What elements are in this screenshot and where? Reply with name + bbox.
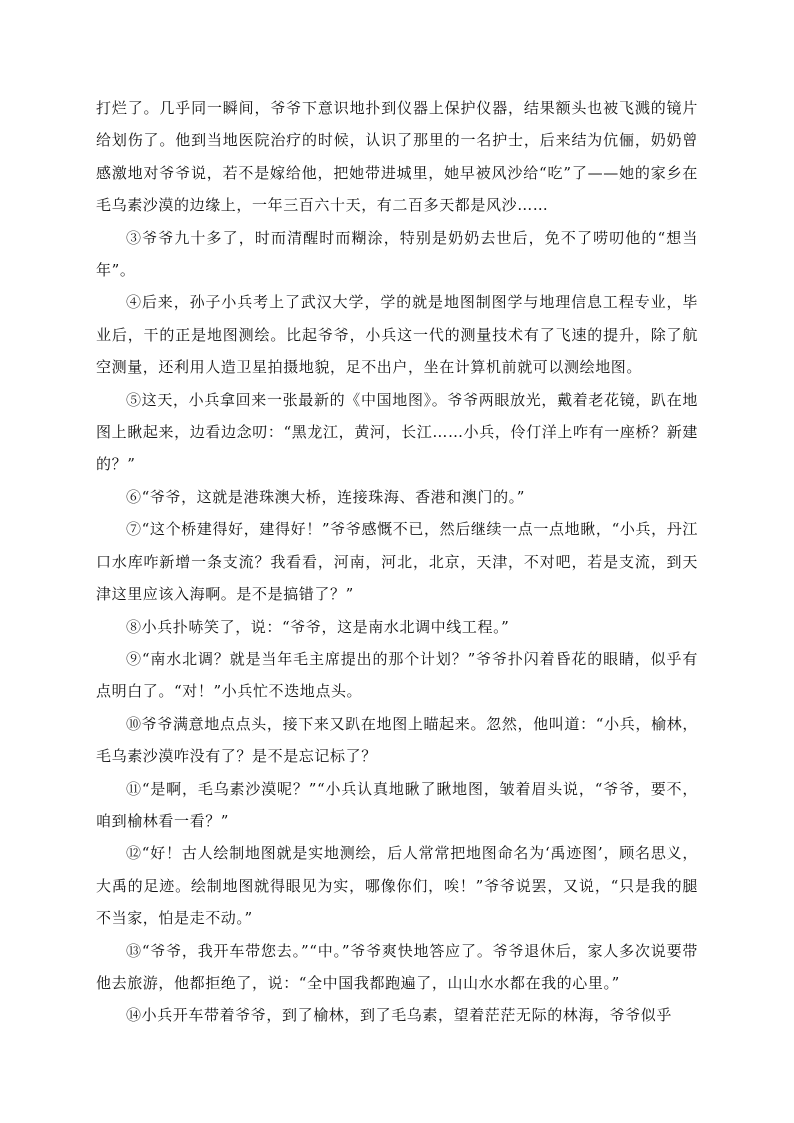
paragraph-14: ⑭小兵开车带着爷爷，到了榆林，到了毛乌素，望着茫茫无际的林海，爷爷似乎 — [126, 1006, 673, 1025]
paragraph-8: ⑧小兵扑哧笑了，说：“爷爷，这是南水北调中线工程。” — [126, 617, 510, 636]
paragraph-6: ⑥“爷爷，这就是港珠澳大桥，连接珠海、香港和澳门的。” — [126, 487, 526, 506]
paragraph-11: ⑪“是啊，毛乌素沙漠呢？”“小兵认真地瞅了瞅地图，皱着眉头说，“爷爷，要不，咱到榆林看一看？” — [96, 779, 698, 830]
paragraph-10: ⑩爷爷满意地点点头，接下来又趴在地图上瞄起来。忽然，他叫道：“小兵，榆林，毛乌素沙漠咋没有了？是不是忘记标了？ — [96, 714, 698, 766]
paragraph-4: ④后来，孙子小兵考上了武汉大学，学的就是地图制图学与地理信息工程专业，毕业后，干的正是地图测绘。比起爷爷，小兵这一代的测量技术有了飞速的提升，除了航空测量，还利用人造卫星拍摄地貌，足不出户，坐在计算机前就可以测绘地图。 — [96, 293, 698, 377]
article-body — [96, 92, 698, 1032]
paragraph-3: ③爷爷九十多了，时而清醒时而糊涂，特别是奶奶去世后，免不了唠叨他的“想当年”。 — [96, 228, 698, 280]
paragraph-12: ⑫“好！古人绘制地图就是实地测绘，后人常常把地图命名为‘禹迹图’，顾名思义，大禹的足迹。绘制地图就得眼见为实，哪像你们，唉！”爷爷说罢，又说，“只是我的腿不当家，怕是走不动。” — [96, 844, 698, 928]
paragraph-5: ⑤这天，小兵拿回来一张最新的《中国地图》。爷爷两眼放光，戴着老花镜，趴在地图上瞅起来，边看边念叨：“黑龙江，黄河，长江……小兵，伶仃洋上咋有一座桥？新建的？” — [96, 390, 698, 474]
paragraph-13: ⑬“爷爷，我开车带您去。”“中。”爷爷爽快地答应了。爷爷退休后，家人多次说要带他去旅游，他都拒绝了，说：“全中国我都跑遍了，山山水水都在我的心里。” — [96, 941, 698, 992]
paragraph-continuation: 打烂了。几乎同一瞬间，爷爷下意识地扑到仪器上保护仪器，结果额头也被飞溅的镜片给划伤了。他到当地医院治疗的时候，认识了那里的一名护士，后来结为伉俪，奶奶曾感激地对爷爷说，若不是嫁给他，把她带进城里，她早被风沙给“吃”了——她的家乡在毛乌素沙漠的边缘上，一年三百六十天，有二百多天都是风沙…… — [96, 99, 698, 215]
paragraph-9: ⑨“南水北调？就是当年毛主席提出的那个计划？”爷爷扑闪着昏花的眼睛，似乎有点明白了。“对！”小兵忙不迭地点头。 — [96, 649, 698, 701]
paragraph-7: ⑦“这个桥建得好，建得好！”爷爷感慨不已，然后继续一点一点地瞅，“小兵，丹江口水库咋新增一条支流？我看看，河南，河北，北京，天津，不对吧，若是支流，到天津这里应该入海啊。是不是搞错了？” — [96, 520, 698, 604]
